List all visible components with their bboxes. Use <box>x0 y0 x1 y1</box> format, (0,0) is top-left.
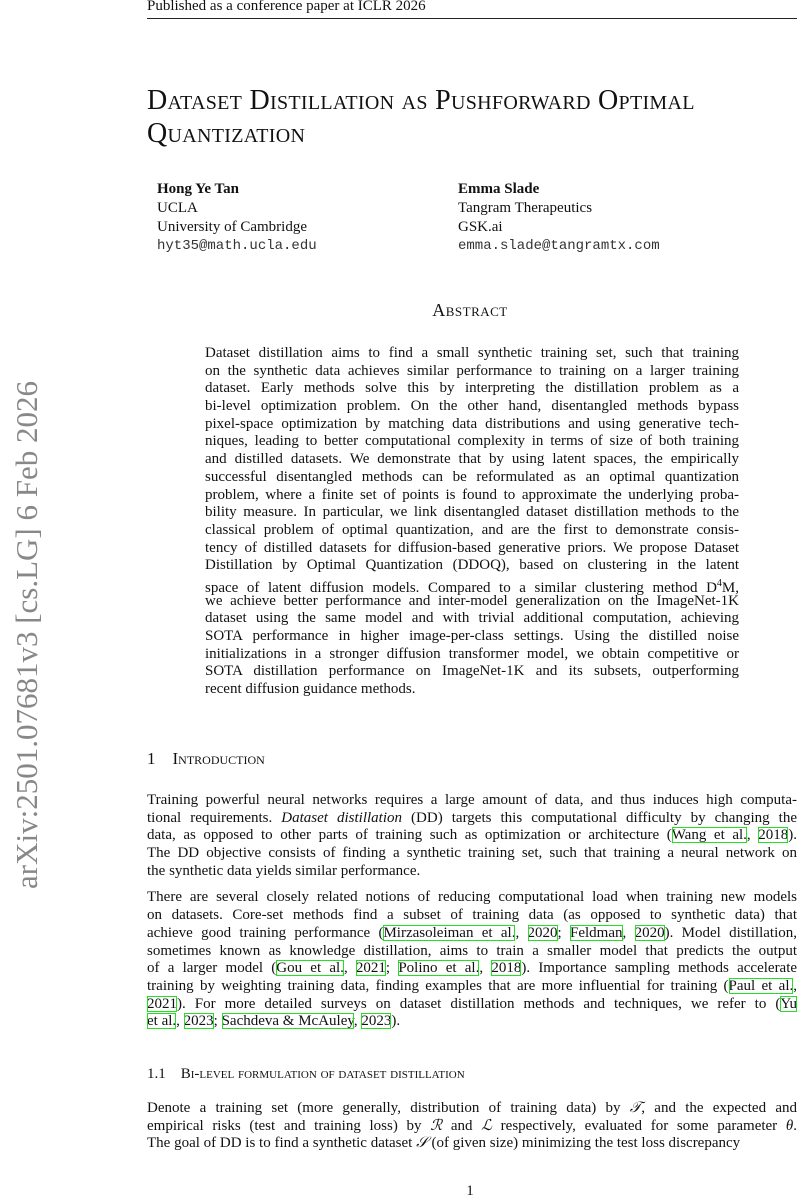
text-run: ; <box>213 1013 222 1030</box>
text-line <box>205 681 739 699</box>
text-run: The goal of DD is to find a synthetic dataset <box>147 1135 417 1152</box>
text-run: Dataset distillation aims to find a small synthetic training set, such that training <box>205 345 739 361</box>
text-run: ; <box>385 960 399 977</box>
text-run: SOTA distillation performance on ImageNet-1K and its subsets, outperforming <box>205 663 739 680</box>
text-line <box>205 540 739 558</box>
text-line <box>205 469 739 487</box>
text-line <box>205 610 739 628</box>
text-run: dataset using the same model and with trivial additional computation, achieving <box>205 610 739 627</box>
text-run: SOTA performance in higher image-per-class settings. Using the distilled noise <box>205 628 739 644</box>
citation-link[interactable]: et al. <box>147 1013 177 1030</box>
text-run: pixel-space optimization by matching data distributions and using generative tech- <box>205 415 739 432</box>
text-line <box>205 380 739 398</box>
author-block <box>458 180 660 256</box>
text-run: There are several closely related notions of reducing computational load when training new models <box>147 889 797 906</box>
text-line <box>147 810 797 828</box>
citation-link[interactable]: 2018 <box>758 827 789 844</box>
text-run: M, <box>721 579 739 596</box>
arxiv-stamp: arXiv:2501.07681v3 [cs.LG] 6 Feb 2026 <box>9 381 44 889</box>
abstract-heading: Abstract <box>432 300 508 320</box>
text-line <box>205 522 739 540</box>
citation-link[interactable]: Feldman <box>570 924 623 941</box>
section-heading-introduction <box>147 749 265 769</box>
text-line <box>147 1100 797 1118</box>
text-run: recent diffusion guidance methods. <box>205 681 416 698</box>
text-run: , and the expected and <box>641 1100 797 1116</box>
text-run: The DD objective consists of finding a synthetic training set, such that training a neural network on <box>147 845 797 862</box>
text-run: niques, leading to better computational complexity in terms of size of both training <box>205 433 739 450</box>
text-run: Distillation by Optimal Quantization (DDOQ), based on clustering in the latent <box>205 557 739 574</box>
text-run: , <box>622 924 635 941</box>
text-run: data, as opposed to other parts of training such as optimization or architecture ( <box>147 827 672 844</box>
text-run: tency of distilled datasets for diffusion-based generative priors. We propose Dataset <box>205 539 739 556</box>
subsection-number: 1.1 <box>147 1066 166 1082</box>
text-line <box>147 792 797 810</box>
text-line <box>147 996 797 1014</box>
text-line <box>147 845 797 863</box>
emphasis-text: ℒ <box>481 1117 492 1134</box>
citation-link[interactable]: Yu <box>780 995 797 1012</box>
text-line <box>205 398 739 416</box>
citation-link[interactable]: 2023 <box>183 1013 214 1030</box>
author-affiliation: University of Cambridge <box>157 219 307 235</box>
text-line <box>205 433 739 451</box>
text-run: of a larger model ( <box>147 960 277 977</box>
text-run: (DD) targets this computational difficulty by changing the <box>402 809 797 826</box>
text-run: , <box>746 827 759 844</box>
author-name: Hong Ye Tan <box>157 181 239 197</box>
text-run: empirical risks (test and training loss) by <box>147 1117 431 1134</box>
text-line <box>205 504 739 522</box>
text-line <box>147 1118 797 1136</box>
text-line <box>147 1135 797 1153</box>
text-run: , <box>353 1013 362 1030</box>
citation-link[interactable]: Wang et al. <box>671 827 747 844</box>
citation-link[interactable]: 2020 <box>634 924 665 941</box>
text-run: achieve good training performance ( <box>147 924 384 941</box>
text-line <box>205 416 739 434</box>
text-line <box>147 907 797 925</box>
introduction-body <box>147 792 797 1031</box>
text-line <box>147 978 797 996</box>
text-run: bility measure. In particular, we link disentangled dataset distillation methods to the <box>205 504 739 521</box>
text-run: (of given size) minimizing the test loss discrepancy <box>427 1135 741 1152</box>
text-run: respectively, evaluated for some parameter <box>491 1117 786 1134</box>
paper-title <box>147 84 695 150</box>
text-line <box>205 575 739 596</box>
text-run: ). For more detailed surveys on dataset distillation methods and techniques, we refer to ( <box>177 995 781 1012</box>
text-run: training by weighting training data, finding examples that are more influential for training ( <box>147 977 729 994</box>
text-run: and <box>442 1117 482 1134</box>
header-rule <box>147 18 797 19</box>
subsection-body <box>147 1100 797 1153</box>
text-run: on datasets. Core-set methods find a subset of training data (as opposed to synthetic data) that <box>147 907 797 924</box>
emphasis-text: ℛ <box>430 1117 443 1134</box>
text-line <box>147 827 797 845</box>
text-run: tional requirements. <box>147 809 282 826</box>
text-line <box>205 593 739 611</box>
text-run: on the synthetic data achieves similar performance to training on a larger training <box>205 362 739 379</box>
citation-link[interactable]: Sachdeva & McAuley <box>221 1013 354 1030</box>
text-run: bi-level optimization problem. On the other hand, disentangled methods bypass <box>205 398 739 415</box>
text-run: , <box>176 1013 184 1030</box>
text-run: , <box>479 960 492 977</box>
citation-link[interactable]: Gou et al. <box>276 960 344 977</box>
author-block <box>157 180 317 256</box>
author-email[interactable]: emma.slade@tangramtx.com <box>458 238 660 254</box>
text-line <box>147 1013 797 1031</box>
paragraph <box>205 345 739 699</box>
citation-link[interactable]: 2020 <box>527 924 558 941</box>
text-run: 4 <box>716 577 722 589</box>
text-run: classical problem of optimal quantization, and are the first to demonstrate consis- <box>205 521 739 538</box>
paragraph <box>147 889 797 1031</box>
text-run: sometimes known as knowledge distillation, aims to train a smaller model that predicts the output <box>147 942 797 959</box>
text-run: ). Importance sampling methods accelerate <box>521 960 798 977</box>
text-line <box>205 345 739 363</box>
subsection-heading <box>147 1066 465 1083</box>
emphasis-text: 𝒮 <box>416 1135 428 1152</box>
emphasis-text: 𝒯 <box>629 1100 642 1116</box>
subsection-title: Bi-level formulation of dataset distillation <box>180 1066 465 1082</box>
text-run: we achieve better performance and inter-model generalization on the ImageNet-1K <box>205 592 739 609</box>
text-run: Denote a training set (more generally, distribution of training data) by <box>147 1100 630 1116</box>
page-number: 1 <box>466 1183 474 1199</box>
emphasis-text: θ <box>785 1117 794 1134</box>
text-run: dataset. Early methods solve this by interpreting the distillation problem as a <box>205 380 739 397</box>
text-line <box>147 889 797 907</box>
text-run: initializations in a stronger diffusion transformer model, we obtain competitive or <box>205 645 739 662</box>
text-line <box>205 628 739 646</box>
text-line <box>205 487 739 505</box>
citation-link[interactable]: 2023 <box>361 1013 392 1030</box>
text-line <box>205 363 739 381</box>
text-line <box>147 863 797 881</box>
text-line <box>205 557 739 575</box>
abstract-body <box>205 345 739 699</box>
text-run: ). <box>788 827 797 844</box>
text-run: and distilled datasets. We demonstrate that by using latent spaces, the empirically <box>205 451 739 468</box>
author-affiliation: Tangram Therapeutics <box>458 200 593 216</box>
citation-link[interactable]: Polino et al. <box>398 960 480 977</box>
text-run: , <box>343 960 356 977</box>
emphasis-text: Dataset distillation <box>281 809 403 826</box>
author-affiliation: UCLA <box>157 200 198 216</box>
text-line <box>147 943 797 961</box>
text-run: problem, where a finite set of points is found to approximate the underlying proba- <box>205 486 739 503</box>
citation-link[interactable]: Mirzasoleiman et al. <box>383 924 516 941</box>
text-line <box>205 451 739 469</box>
text-run: ; <box>557 924 571 941</box>
citation-link[interactable]: Paul et al. <box>728 977 794 994</box>
text-run: ). <box>391 1013 401 1030</box>
text-run: , <box>793 977 797 994</box>
text-line <box>147 960 797 978</box>
running-header: Published as a conference paper at ICLR 2026 <box>147 0 426 14</box>
citation-link[interactable]: 2018 <box>491 960 522 977</box>
text-line <box>205 663 739 681</box>
section-number: 1 <box>147 749 156 768</box>
author-name: Emma Slade <box>458 181 540 197</box>
title-line: Dataset Distillation as Pushforward Optimal <box>147 85 695 116</box>
text-line <box>147 925 797 943</box>
text-run: Training powerful neural networks requires a large amount of data, and thus induces high computa- <box>147 792 797 808</box>
text-run: ). Model distillation, <box>664 924 798 941</box>
text-run: , <box>515 924 528 941</box>
title-line: Quantization <box>147 118 306 149</box>
citation-link[interactable]: 2021 <box>355 960 386 977</box>
text-run: space of latent diffusion models. Compared to a similar clustering method D <box>205 579 717 596</box>
paragraph <box>147 792 797 880</box>
paragraph <box>147 1100 797 1153</box>
text-run: the synthetic data yields similar performance. <box>147 862 421 879</box>
citation-link[interactable]: 2021 <box>147 995 177 1012</box>
section-title: Introduction <box>172 749 265 768</box>
text-run: successful disentangled methods can be reformulated as an optimal quantization <box>205 468 739 485</box>
text-run: . <box>793 1117 797 1134</box>
text-line <box>205 646 739 664</box>
author-email[interactable]: hyt35@math.ucla.edu <box>157 238 317 254</box>
author-affiliation: GSK.ai <box>458 219 503 235</box>
